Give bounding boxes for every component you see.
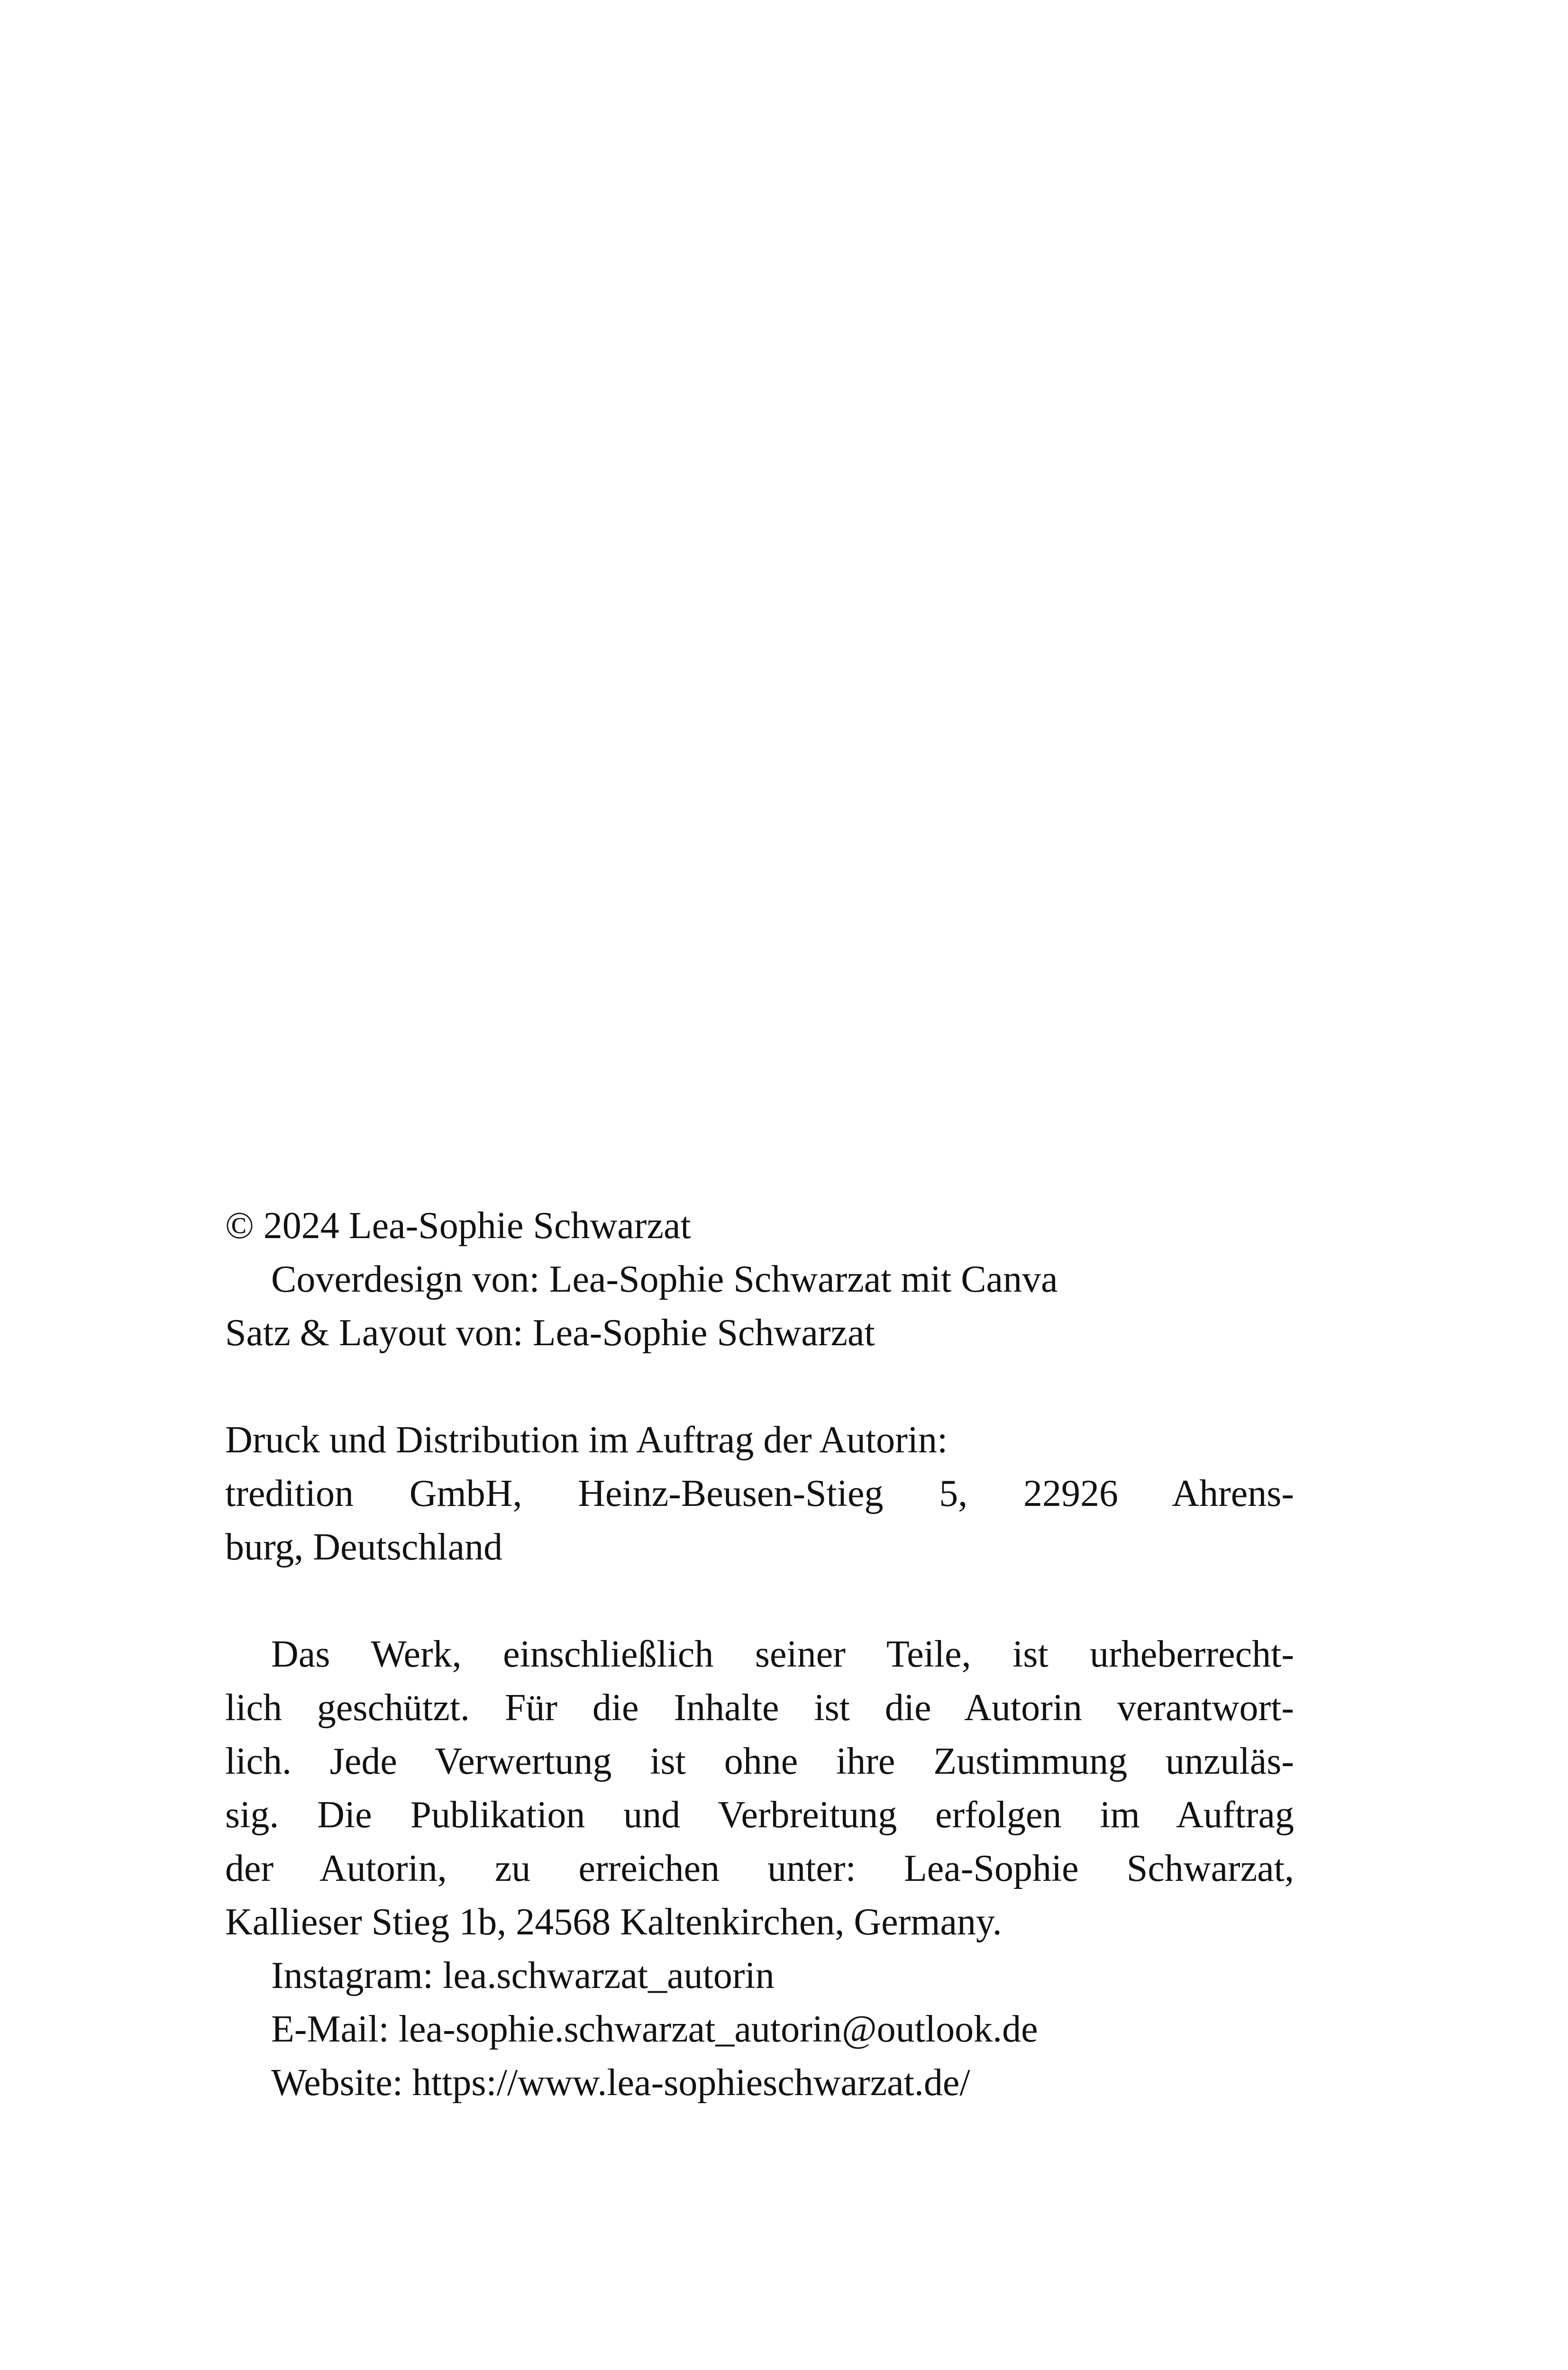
legal-line-6: Kallieser Stieg 1b, 24568 Kaltenkirchen, Germany. [225, 1901, 1002, 1943]
imprint-text-block [225, 1199, 1294, 2110]
copyright-line: © 2024 Lea-Sophie Schwarzat [225, 1205, 691, 1247]
email-line: E-Mail: lea-sophie.schwarzat_autorin@outlook.de [271, 2008, 1038, 2050]
distribution-line-1: Druck und Distribution im Auftrag der Autorin: [225, 1419, 948, 1461]
instagram-line: Instagram: lea.schwarzat_autorin [271, 1955, 775, 1996]
legal-line-5: der Autorin, zu erreichen unter: Lea-Sophie Schwarzat, [225, 1848, 1294, 1889]
legal-line-3: lich. Jede Verwertung ist ohne ihre Zustimmung unzuläs- [225, 1741, 1294, 1782]
spacer [225, 1574, 1294, 1628]
legal-line-2: lich geschützt. Für die Inhalte ist die Autorin verantwort- [225, 1687, 1294, 1729]
website-line: Website: https://www.lea-sophieschwarzat.de/ [271, 2062, 970, 2104]
legal-line-4: sig. Die Publikation und Verbreitung erfolgen im Auftrag [225, 1794, 1294, 1836]
typesetting-line: Satz & Layout von: Lea-Sophie Schwarzat [225, 1312, 875, 1354]
legal-line-1: Das Werk, einschließlich seiner Teile, ist urheberrecht- [271, 1633, 1294, 1675]
spacer [225, 1360, 1294, 1413]
distribution-line-2: tredition GmbH, Heinz-Beusen-Stieg 5, 22926 Ahrens- [225, 1473, 1294, 1514]
distribution-line-3: burg, Deutschland [225, 1526, 503, 1568]
cover-design-line: Coverdesign von: Lea-Sophie Schwarzat mit Canva [271, 1258, 1058, 1300]
